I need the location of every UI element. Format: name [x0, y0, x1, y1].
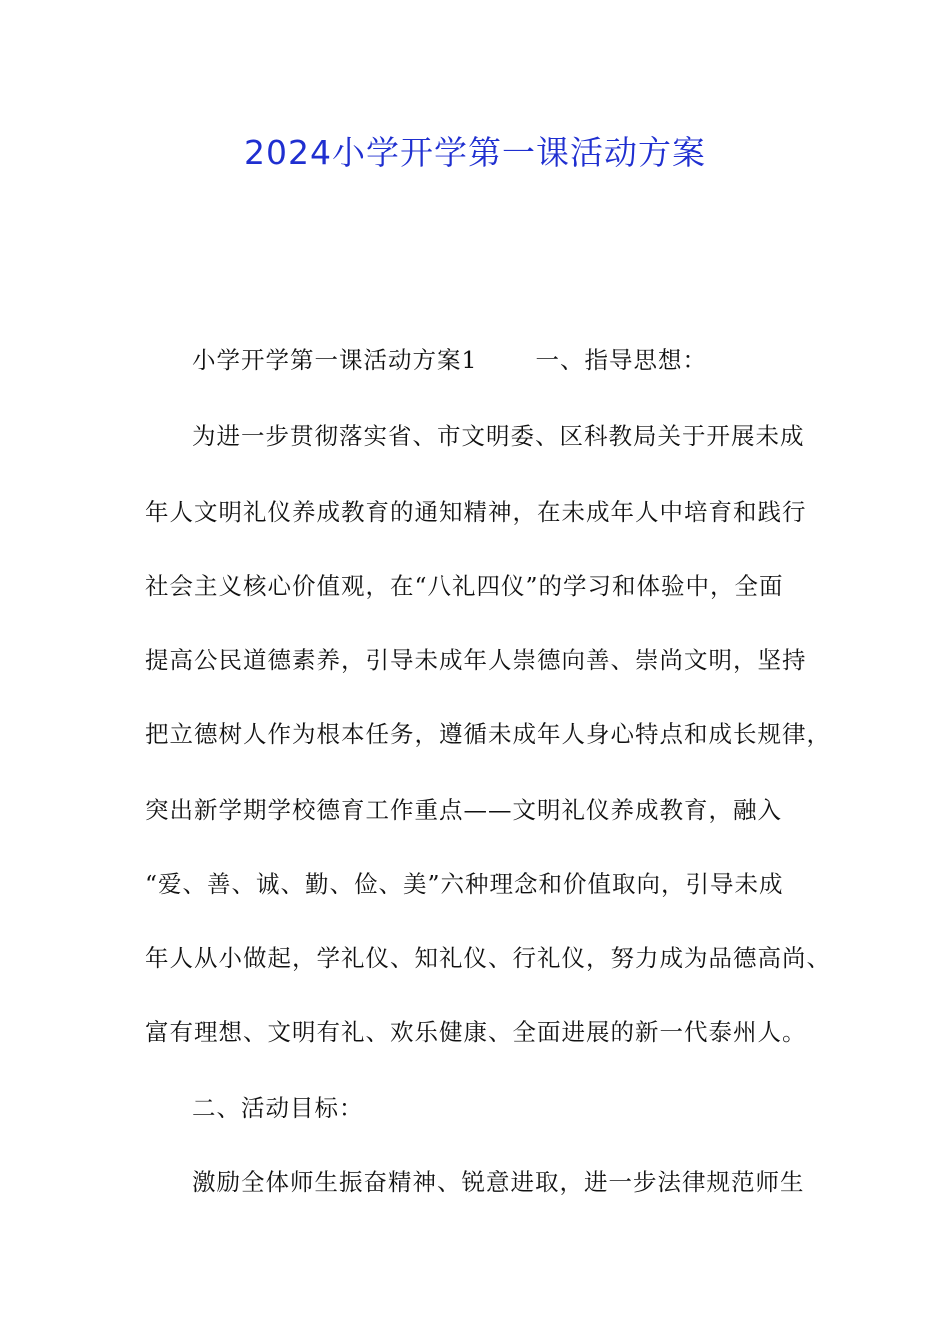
paragraph1-line: 年人文明礼仪养成教育的通知精神，在未成年人中培育和践行 — [145, 498, 807, 526]
section2-heading: 二、活动目标： — [192, 1094, 364, 1122]
heading-line — [192, 340, 872, 380]
paragraph2-line: 激励全体师生振奋精神、锐意进取，进一步法律规范师生 — [192, 1168, 805, 1196]
paragraph1-line: 提高公民道德素养，引导未成年人崇德向善、崇尚文明，坚持 — [145, 646, 807, 674]
plan-subtitle: 小学开学第一课活动方案1 — [192, 346, 478, 374]
paragraph1-line: 富有理想、文明有礼、欢乐健康、全面进展的新一代泰州人。 — [145, 1018, 807, 1046]
paragraph1-line: 突出新学期学校德育工作重点——文明礼仪养成教育，融入 — [145, 796, 782, 824]
paragraph1-line: 把立德树人作为根本任务，遵循未成年人身心特点和成长规律， — [145, 720, 831, 748]
paragraph1-line: 为进一步贯彻落实省、市文明委、区科教局关于开展未成 — [192, 422, 805, 450]
paragraph1-line: “爱、善、诚、勤、俭、美”六种理念和价值取向，引导未成 — [145, 870, 784, 898]
section1-heading: 一、指导思想： — [535, 346, 707, 374]
paragraph1-line: 社会主义核心价值观，在“八礼四仪”的学习和体验中，全面 — [145, 572, 784, 600]
document-title: 2024小学开学第一课活动方案 — [244, 133, 706, 172]
paragraph1-line: 年人从小做起，学礼仪、知礼仪、行礼仪，努力成为品德高尚、 — [145, 944, 831, 972]
